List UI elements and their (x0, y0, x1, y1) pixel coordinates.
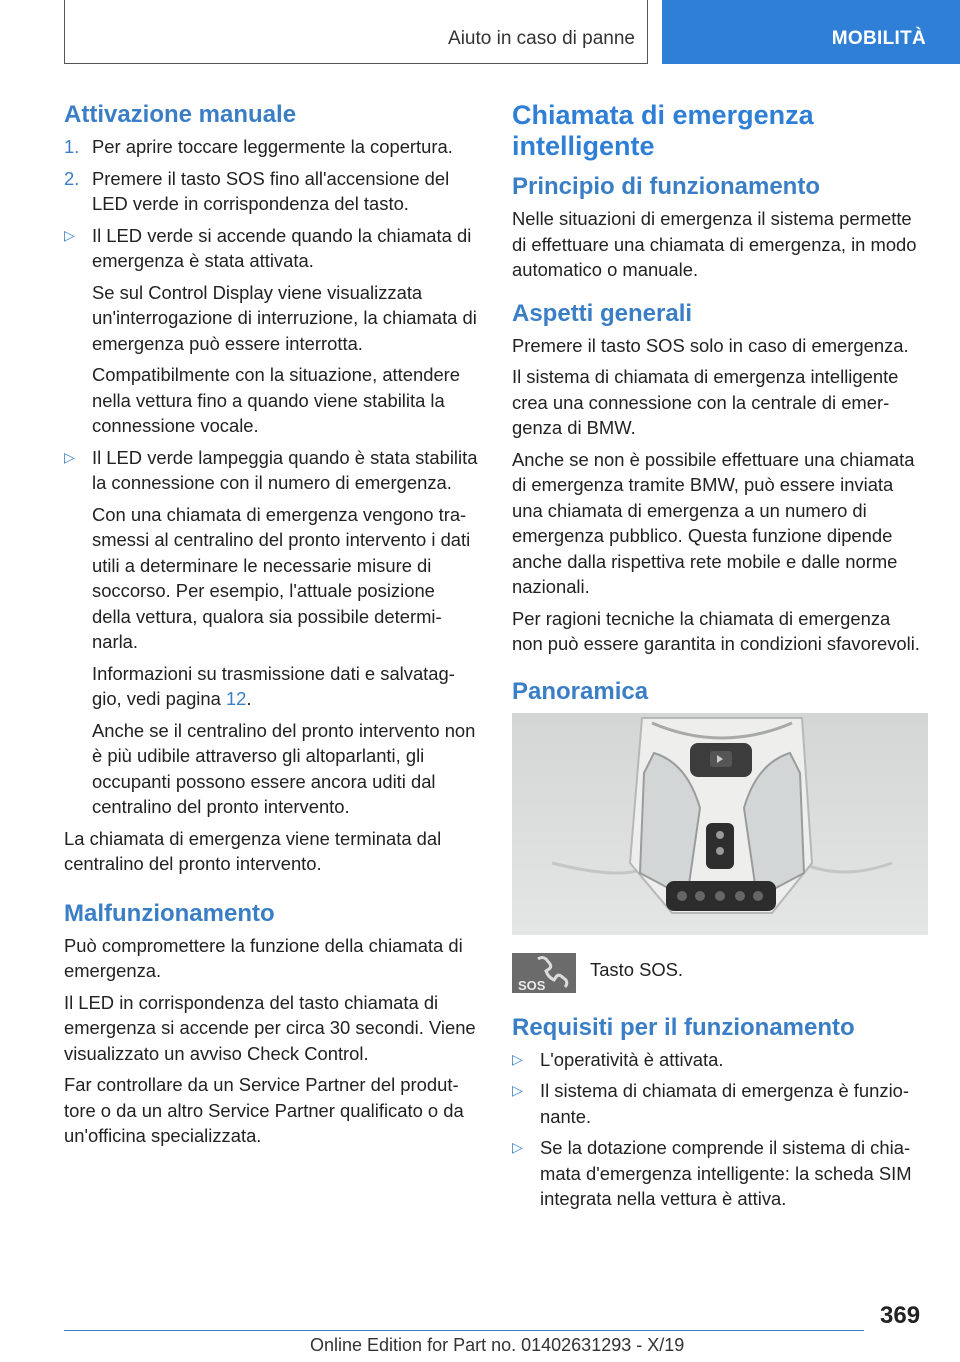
step-1 (64, 134, 478, 160)
bullet-text: Il LED verde si accende quando la chiamata di emergenza è stata attivata. (92, 224, 472, 271)
bullet-led-on (64, 223, 478, 274)
sos-phone-icon (512, 953, 576, 993)
step-2 (64, 166, 478, 217)
paragraph: Il LED in corrispondenza del tasto chiamata di emergenza si accende per circa 30 secondi. Viene visualizzato un avviso Check Control. (64, 991, 476, 1064)
page-reference-link[interactable]: 12 (225, 688, 247, 709)
bullet-requirement (512, 1135, 926, 1212)
paragraph: Il sistema di chiamata di emergenza intelligente crea una connessione con la centrale di emergenza di BMW. (512, 366, 899, 438)
paragraph-text: Informazioni su trasmissione dati e salvataggio, vedi pagina (92, 662, 455, 709)
heading-manual-activation: Attivazione manuale (64, 101, 297, 128)
indented-paragraph: Se sul Control Display viene visualizzata un'interrogazione di interruzione, la chiamata di emergenza può essere interrotta. (92, 281, 477, 354)
sos-button-legend (512, 953, 926, 993)
triangle-right-icon: ▷ (512, 1082, 523, 1098)
right-column (512, 100, 926, 1218)
heading-general-aspects: Aspetti generali (512, 299, 693, 327)
bullet-text: Il sistema di chiamata di emergenza è funzionante. (540, 1080, 910, 1127)
paragraph-end: . (246, 688, 252, 709)
header-chapter-tab (662, 0, 960, 64)
page-number: 369 (880, 1302, 921, 1329)
heading-requirements: Requisiti per il funzionamento (512, 1013, 855, 1041)
bullet-requirement (512, 1047, 926, 1073)
paragraph: Far controllare da un Service Partner del produttore o da un altro Service Partner qualificato o da un'officina specializzata. (64, 1074, 464, 1146)
footer-edition: Online Edition for Part no. 01402631293 - X/19 (310, 1335, 685, 1355)
paragraph: Per ragioni tecniche la chiamata di emergenza non può essere garantita in condizioni sfavorevoli. (512, 607, 920, 654)
heading-malfunction: Malfunzionamento (64, 899, 275, 927)
paragraph: La chiamata di emergenza viene terminata dal centralino del pronto intervento. (64, 827, 442, 874)
heading-intelligent-emergency-call: Chiamata di emergenza intelligente (512, 100, 814, 161)
triangle-right-icon: ▷ (512, 1050, 523, 1067)
paragraph: Anche se non è possibile effettuare una chiamata di emergenza tramite BMW, può essere inviata una chiamata di emergenza a un numero di emergenza pubblico. Questa funzione dipende anche dalla rispettiva rete mobile e dalle norme nazionali. (512, 448, 915, 597)
header-section-title: Aiuto in caso di panne (448, 28, 635, 49)
heading-overview: Panoramica (512, 677, 649, 705)
step-text: Premere il tasto SOS fino all'accensione del LED verde in corrispondenza del tasto. (92, 167, 450, 214)
bullet-text: Il LED verde lampeggia quando è stata stabilita la connessione con il numero di emergenza. (92, 446, 478, 493)
heading-operating-principle: Principio di funzionamento (512, 173, 820, 200)
bullet-led-flashing (64, 445, 478, 496)
left-column (64, 100, 478, 1155)
bullet-text: L'operatività è attivata. (540, 1048, 724, 1070)
header-section-box (64, 0, 648, 64)
bullet-text: Se la dotazione comprende il sistema di chiamata d'emergenza intelligente: la scheda SIM integrata nella vettura è attiva. (540, 1137, 912, 1209)
triangle-right-icon: ▷ (64, 226, 75, 243)
indented-paragraph: Compatibilmente con la situazione, attendere nella vettura fino a quando viene stabilita la connessione vocale. (92, 364, 461, 436)
svg-text:SOS: SOS (518, 977, 546, 993)
paragraph: Può compromettere la funzione della chiamata di emergenza. (64, 934, 463, 981)
overhead-console-photo (512, 713, 928, 935)
indented-paragraph: Anche se il centralino del pronto intervento non è più udibile attraverso gli altoparlanti, gli occupanti possono essere ancora uditi dal centralino del pronto intervento. (92, 719, 476, 817)
step-text: Per aprire toccare leggermente la copertura. (92, 136, 453, 157)
bullet-requirement (512, 1078, 926, 1129)
header-chapter-title: MOBILITÀ (831, 28, 926, 49)
step-number: 2. (64, 167, 80, 189)
paragraph: Premere il tasto SOS solo in caso di emergenza. (512, 334, 909, 356)
step-number: 1. (64, 136, 80, 157)
indented-paragraph: Con una chiamata di emergenza vengono trasmessi al centralino del pronto intervento i dati utili a determinare le necessarie misure di soccorso. Per esempio, l'attuale posizione della vettura, qualora sia possibile determinarla. (92, 503, 471, 652)
triangle-right-icon: ▷ (512, 1139, 523, 1155)
sos-caption: Tasto SOS. (590, 958, 684, 980)
paragraph: Nelle situazioni di emergenza il sistema permette di effettuare una chiamata di emergenza, in modo automatico o manuale. (512, 208, 917, 280)
footer-divider (64, 1330, 864, 1331)
indented-paragraph-with-link (64, 661, 478, 712)
triangle-right-icon: ▷ (64, 448, 75, 465)
